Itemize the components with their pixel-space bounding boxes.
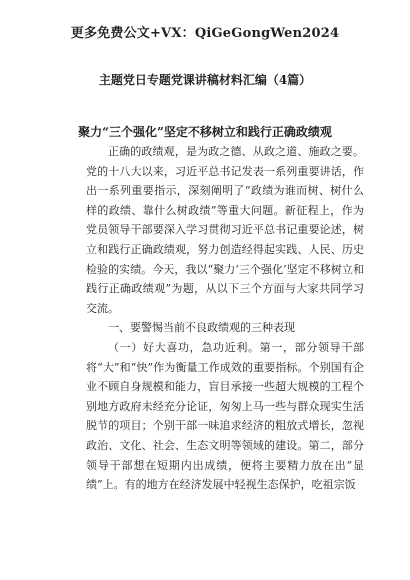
promo-header: 更多免费公文+VX：QiGeGongWen2024 [70,26,340,41]
body-text [86,142,364,495]
paragraph-point-1: （一）好大喜功，急功近利。第一，部分领导干部将“大”和“快”作为衡量工作成效的重要指标。个别国有企业不顾自身规模和能力，盲目承接一些超大规模的工程个别地方政府未经充分论证，匆匆上马一些与群众现实生活脱节的项目；个别干部一味追求经济的粗放式增长，忽视政治、文化、社会、生态文明等领域的建设。第二，部分领导干部想在短期内出成绩，便将主要精力放在出“显绩”上。有的地方在经济发展中轻视生态保护，吃祖宗饭 [86,340,364,492]
paragraph-intro: 正确的政绩观，是为政之德、从政之道、施政之要。党的十八大以来，习近平总书记发表一系列重要讲话，作出一系列重要指示，深刻阐明了“政绩为谁而树、树什么样的政绩、靠什么树政绩”等重大问题。新征程上，作为党员领导干部要深入学习贯彻习近平总书记重要论述，树立和践行正确政绩观，努力创造经得起实践、人民、历史检验的实绩。今天，我以“聚力‘三个强化’坚定不移树立和践行正确政绩观”为题，从以下三个方面与大家共同学习交流。 [86,145,364,315]
document-title: 主题党日专题党课讲稿材料汇编（4篇） [98,73,312,87]
section-title: 聚力“三个强化”坚定不移树立和践行正确政绩观 [78,125,332,139]
paragraph-heading: 一、要警惕当前不良政绩观的三种表现 [108,321,295,335]
